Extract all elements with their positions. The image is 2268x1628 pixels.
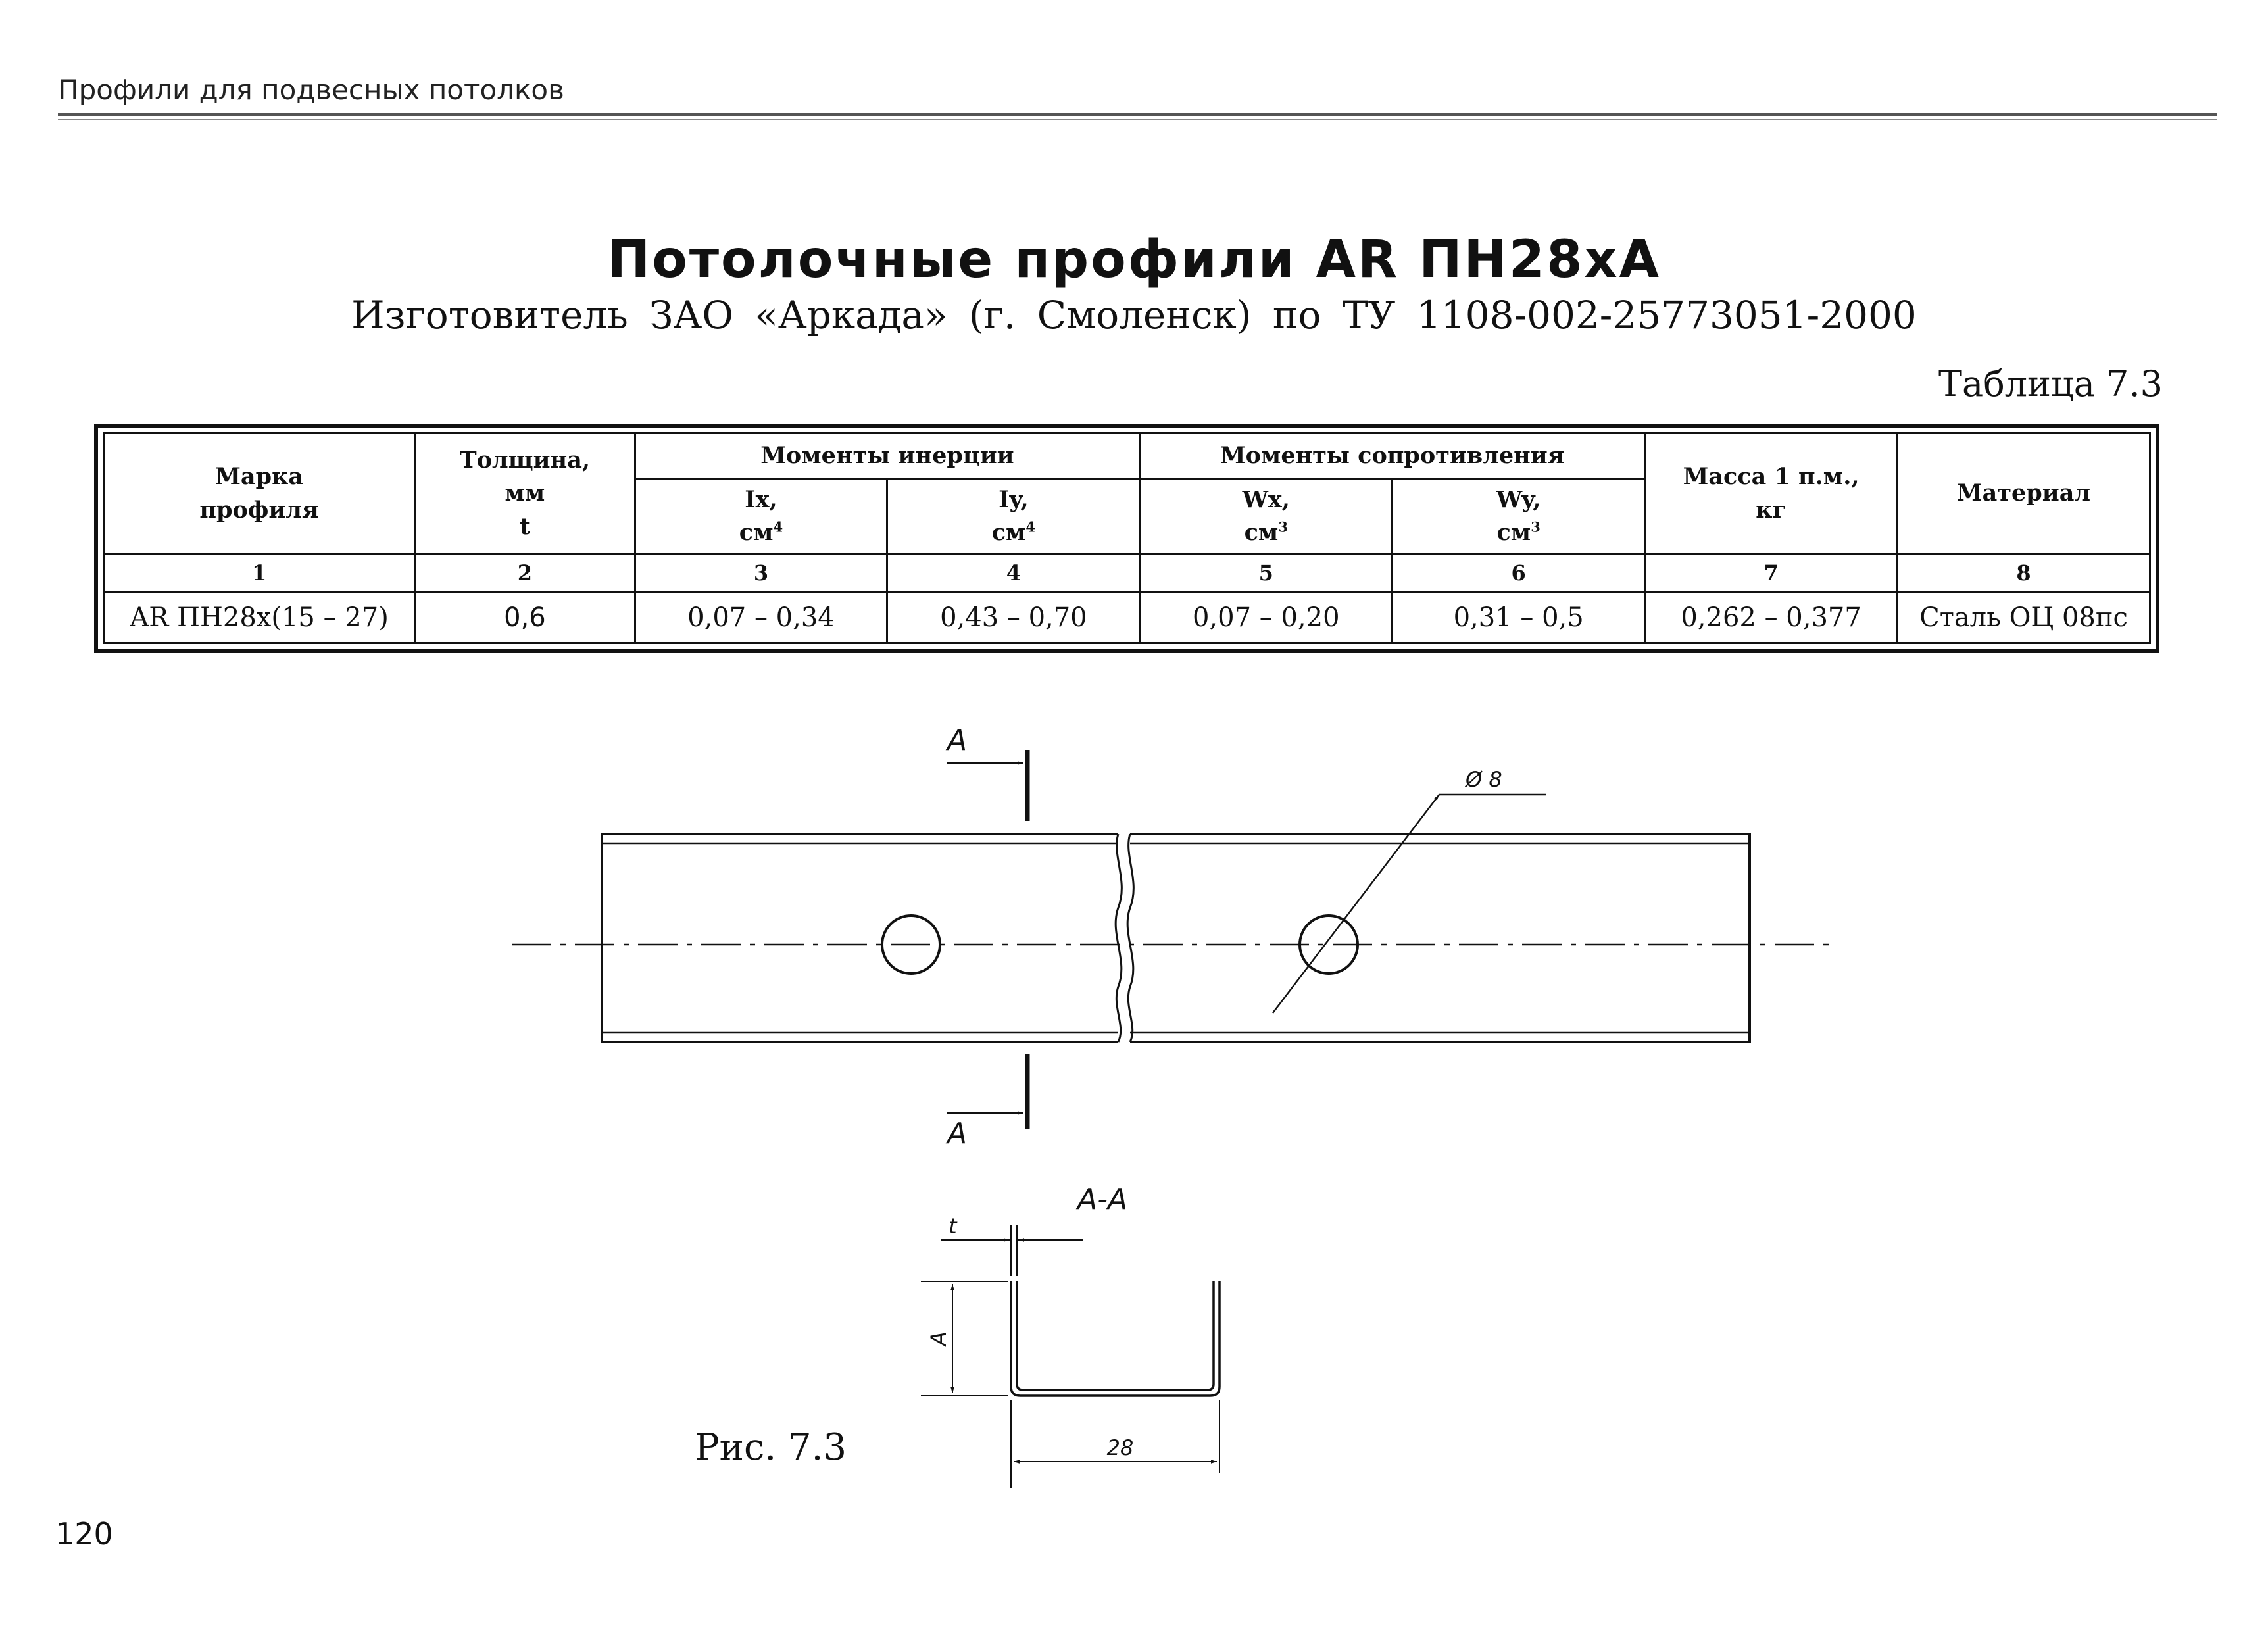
dim-height-label: A — [926, 1331, 951, 1346]
dim-width-label: 28 — [1106, 1435, 1134, 1460]
header-resistance-group: Моменты сопротивления — [1140, 433, 1645, 479]
cell-wx: 0,07 – 0,20 — [1140, 592, 1393, 643]
cell-material: Сталь ОЦ 08пс — [1898, 592, 2150, 643]
running-head: Профили для подвесных потолков — [58, 74, 564, 106]
section-letter-bottom: A — [947, 1117, 968, 1150]
table-label: Таблица 7.3 — [1938, 363, 2163, 405]
cell-marka: AR ПН28х(15 – 27) — [104, 592, 415, 643]
section-marker-top — [947, 750, 1027, 821]
cell-wy: 0,31 – 0,5 — [1393, 592, 1645, 643]
column-number: 3 — [635, 555, 887, 592]
header-ix: Ix, $см^4$ — [635, 479, 887, 555]
header-inertia-group: Моменты инерции — [635, 433, 1140, 479]
column-number: 8 — [1898, 555, 2150, 592]
column-number: 7 — [1645, 555, 1898, 592]
column-number: 5 — [1140, 555, 1393, 592]
profile-right-segment — [1127, 834, 1750, 1042]
column-number: 6 — [1393, 555, 1645, 592]
page-number: 120 — [55, 1516, 113, 1552]
page-title: Потолочные профили AR ПН28хА — [606, 230, 1662, 289]
section-dimensions — [921, 1225, 1220, 1488]
header-wy: Wy, $см^3$ — [1393, 479, 1645, 555]
cell-thickness: 0,6 — [415, 592, 635, 643]
header-marka: Марка профиля — [104, 433, 415, 555]
column-number: 4 — [887, 555, 1140, 592]
header-thickness: Толщина, мм t — [415, 433, 635, 555]
header-mass: Масса 1 п.м., кг — [1645, 433, 1898, 555]
cell-ix: 0,07 – 0,34 — [635, 592, 887, 643]
cell-iy: 0,43 – 0,70 — [887, 592, 1140, 643]
cell-mass: 0,262 – 0,377 — [1645, 592, 1898, 643]
profile-left-segment — [602, 834, 1122, 1042]
header-iy: Iy, $см^4$ — [887, 479, 1140, 555]
figure-caption: Рис. 7.3 — [695, 1426, 847, 1469]
hole-leader — [1273, 795, 1439, 1013]
header-wx: Wx, $см^3$ — [1140, 479, 1393, 555]
column-number: 1 — [104, 555, 415, 592]
section-title: А-А — [1077, 1183, 1128, 1216]
dim-thickness-label: t — [949, 1214, 957, 1239]
section-profile — [1011, 1281, 1220, 1396]
page-subtitle: Изготовитель ЗАО «Аркада» (г. Смоленск) по ТУ 1108-002-25773051-2000 — [351, 293, 1917, 337]
hole-diameter-label: Ø 8 — [1466, 767, 1502, 792]
column-number: 2 — [415, 555, 635, 592]
header-material: Материал — [1898, 433, 2150, 555]
section-letter-top: A — [947, 724, 968, 757]
